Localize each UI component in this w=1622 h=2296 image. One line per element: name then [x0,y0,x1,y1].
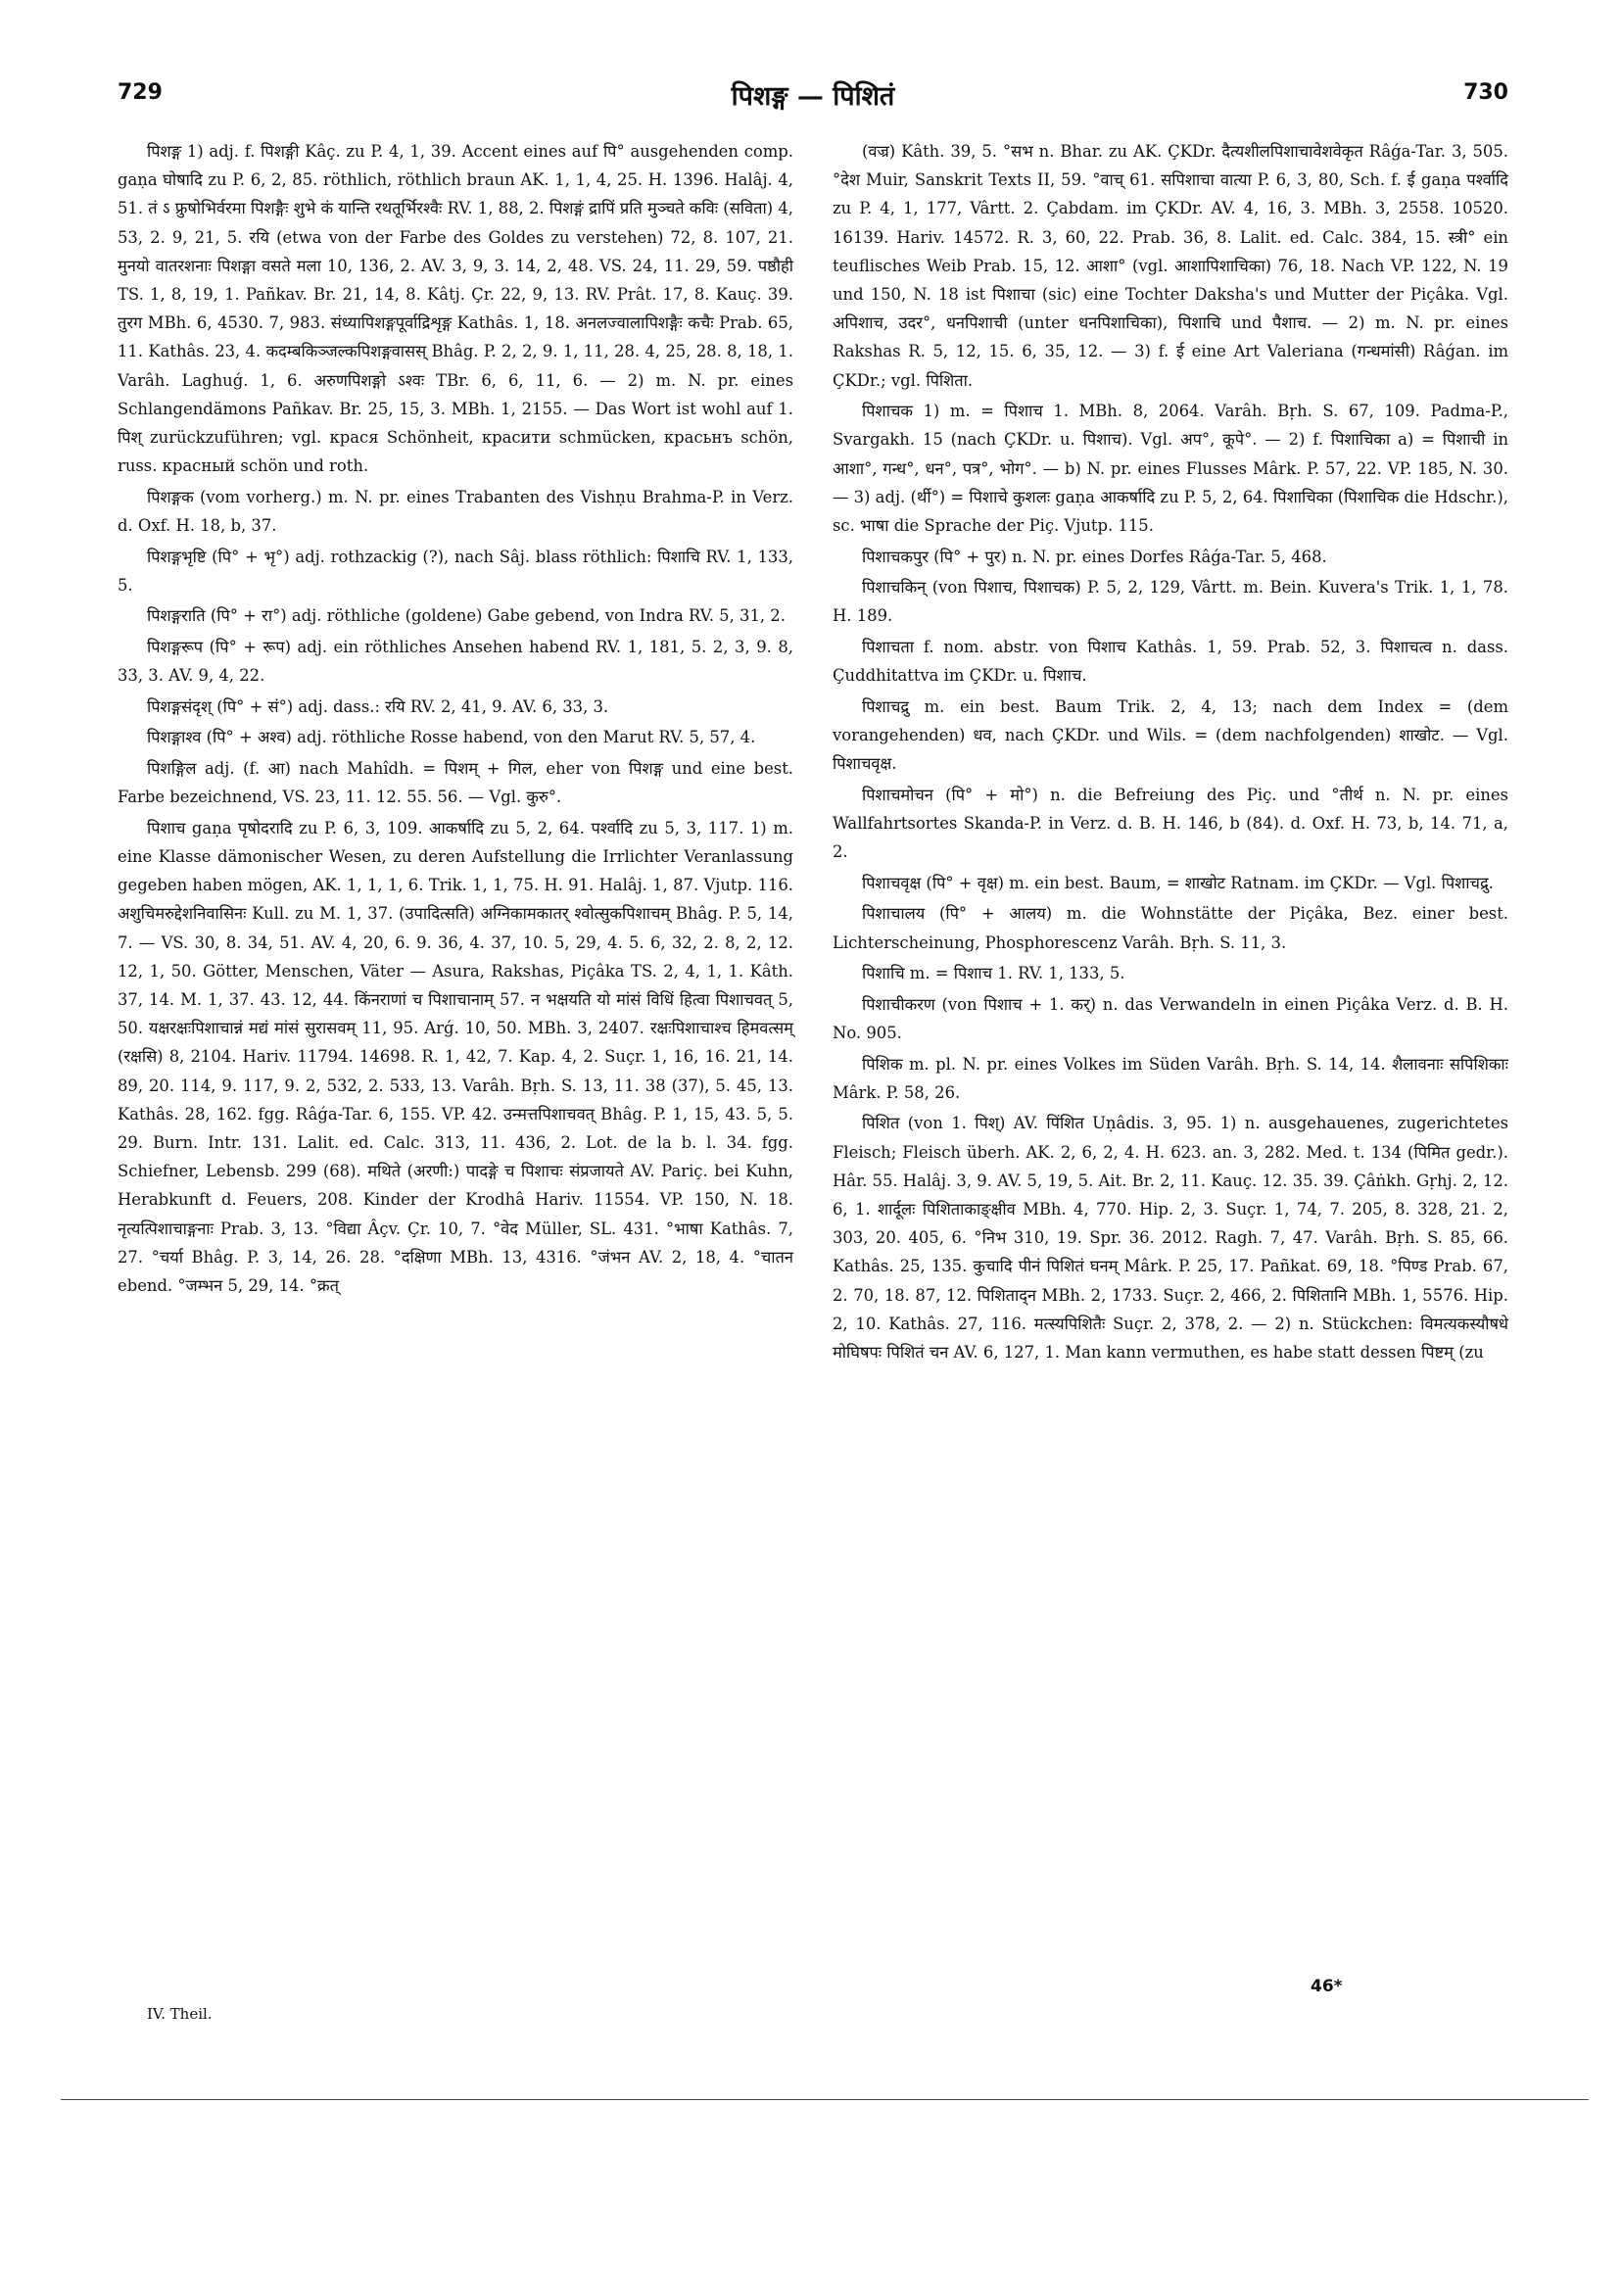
dictionary-entry: पिशङ्गाश्व (पि° + अश्व) adj. röthliche Rosse habend, von den Marut RV. 5, 57, 4. [147,728,756,747]
page-number-left: 729 [118,80,163,105]
dictionary-entry: पिशङ्गसंदृश् (पि° + सं°) adj. dass.: रयि RV. 2, 41, 9. AV. 6, 33, 3. [147,696,609,716]
volume-signature: IV. Theil. [147,2005,213,2023]
dictionary-entry: पिशङ्गक (vom vorherg.) m. N. pr. eines Trabanten des Vishṇu Brahma-P. in Verz. d. Oxf. H. 18, b, 37. [118,487,793,536]
dictionary-entry: पिशङ्गिल adj. (f. आ) nach Mahîdh. = पिशम् + गिल, eher von पिशङ्ग und eine best. Farbe bezeichnend, VS. 23, 11. 12. 55. 56. — Vgl. कुरु°. [118,759,793,807]
dictionary-entry: पिशाचमोचन (पि° + मो°) n. die Befreiung des Piç. und °तीर्थ n. N. pr. eines Wallfahrtsortes Skanda-P. in Verz. d. B. H. 146, b (84). d. Oxf. H. 73, b, 14. 71, a, 2. [833,785,1508,862]
dictionary-entry: पिशाचक 1) m. = पिशाच 1. MBh. 8, 2064. Varâh. Bṛh. S. 67, 109. Padma-P., Svargakh. 15 (nach ÇKDr. u. पिशाच). Vgl. अप°, कूपे°. — 2) f. पिशाचिका a) = पिशाची in आशा°, गन्ध°, धन°, पत्र°, भोग°. — b) N. pr. eines Flusses Mârk. P. 57, 22. VP. 185, N. 30. — 3) adj. (र्थी°) = पिशाचे कुशलः gaṇa आकर्षादि zu P. 5, 2, 64. पिशाचिका (पिशाचिक die Hdschr.), sc. भाषा die Sprache der Piç. Vjutp. 115. [833,402,1508,536]
running-title: पिशङ्ग — पिशितं [731,81,895,112]
dictionary-entry: पिशाचि m. = पिशाच 1. RV. 1, 133, 5. [862,964,1125,983]
dictionary-entry: पिशिक m. pl. N. pr. eines Volkes im Süden Varâh. Bṛh. S. 14, 14. शैलावनाः सपिशिकाः Mârk. P. 58, 26. [833,1054,1508,1102]
page-number-right: 730 [1463,80,1508,105]
dictionary-entry: पिशित (von 1. पिश्) AV. पिंशित Uṇâdis. 3, 95. 1) n. ausgehauenes, zugerichtetes Fleisch; Fleisch überh. AK. 2, 6, 2, 4. H. 623. an. 3, 282. Med. t. 134 (पिमित gedr.). Hâr. 55. Halâj. 3, 9. AV. 5, 19, 5. Ait. Br. 2, 11. Kauç. 12. 35. 39. Çâṅkh. Gṛhj. 2, 12. 6, 1. शार्दूलः पिशिताकाङ्क्षीव MBh. 4, 770. Hip. 2, 3. Suçr. 1, 74, 7. 205, 8. 328, 21. 2, 303, 20. 405, 6. °निभ 310, 19. Spr. 36. 2012. Ragh. 7, 47. Varâh. Bṛh. S. 85, 66. Kathâs. 25, 135. कुचादि पीनं पिशितं घनम् Mârk. P. 25, 17. Pañkat. 69, 18. °पिण्ड Prab. 67, 2. 70, 18. 87, 12. पिशिताद्न MBh. 2, 1733. Suçr. 2, 466, 2. पिशितानि MBh. 1, 5576. Hip. 2, 10. Kathâs. 27, 116. मत्स्यपिशितैः Suçr. 2, 378, 2. — 2) n. Stückchen: विमत्यकस्यौषधे मोघिषपः पिशितं चन AV. 6, 127, 1. Man kann vermuthen, es habe statt dessen पिष्टम् (zu [833,1114,1508,1363]
dictionary-entry: पिशाचालय (पि° + आलय) m. die Wohnstätte der Piçâka, Bez. einer best. Lichterscheinung, Phosphorescenz Varâh. Bṛh. S. 11, 3. [833,904,1508,952]
dictionary-entry: पिशाचकपुर (पि° + पुर) n. N. pr. eines Dorfes Râǵa-Tar. 5, 468. [862,547,1327,566]
page-header [118,76,1508,125]
dictionary-entry: पिशाच gaṇa पृषोदरादि zu P. 6, 3, 109. आकर्षादि zu 5, 2, 64. पर्श्वादि zu 5, 3, 117. 1) m. eine Klasse dämonischer Wesen, zu deren Aufstellung die Irrlichter Veranlassung gegeben haben mögen, AK. 1, 1, 1, 6. Trik. 1, 1, 75. H. 91. Halâj. 1, 87. Vjutp. 116. अशुचिमरुद्देशनिवासिनः Kull. zu M. 1, 37. (उपादित्सति) अग्निकामकातर् श्वोत्सुकपिशाचम् Bhâg. P. 5, 14, 7. — VS. 30, 8. 34, 51. AV. 4, 20, 6. 9. 36, 4. 37, 10. 5, 29, 4. 5. 6, 32, 2. 8, 2, 12. 12, 1, 50. Götter, Menschen, Väter — Asura, Rakshas, Piçâka TS. 2, 4, 1, 1. Kâth. 37, 14. M. 1, 37. 43. 12, 44. किंनराणां च पिशाचानाम् 57. न भक्षयति यो मांसं विधिं हित्वा पिशाचवत् 5, 50. यक्षरक्षःपिशाचान्नं मद्यं मांसं सुरासवम् 11, 95. Arǵ. 10, 50. MBh. 3, 2407. रक्षःपिशाचाश्च हिमवत्सम् (रक्षसि) 8, 2104. Hariv. 11794. 14698. R. 1, 42, 7. Kap. 4, 2. Suçr. 1, 16, 16. 21, 14. 89, 20. 114, 9. 117, 9. 2, 532, 2. 533, 13. Varâh. Bṛh. S. 13, 11. 38 (37), 5. 45, 13. Kathâs. 28, 162. fgg. Râǵa-Tar. 6, 155. VP. 42. उन्मत्तपिशाचवत् Bhâg. P. 1, 15, 43. 5, 5. 29. Burn. Intr. 131. Lalit. ed. Calc. 313, 11. 436, 2. Lot. de la b. l. 34. fgg. Schiefner, Lebensb. 299 (68). मथिते (अरणी:) पादङ्गे च पिशाचः संप्रजायते AV. Pariç. bei Kuhn, Herabkunft d. Feuers, 208. Kinder der Krodhâ Hariv. 11554. VP. 150, N. 18. नृत्यत्पिशाचाङ्गनाः Prab. 3, 13. °विद्या Âçv. Çr. 10, 7. °वेद Müller, SL. 431. °भाषा Kathâs. 7, 27. °चर्या Bhâg. P. 3, 14, 26. 28. °दक्षिणा MBh. 13, 4316. °जंभन AV. 2, 18, 4. °चातन ebend. °जम्भन 5, 29, 14. °क्रत् [118,818,793,1296]
dictionary-entry: पिशङ्गरूप (पि° + रूप) adj. ein röthliches Ansehen habend RV. 1, 181, 5. 2, 3, 9. 8, 33, 3. AV. 9, 4, 22. [118,638,793,686]
left-column [118,137,793,1303]
dictionary-entry: पिशाचकिन् (von पिशाच, पिशाचक) P. 5, 2, 129, Vârtt. m. Bein. Kuvera's Trik. 1, 1, 78. H. 189. [833,578,1508,626]
dictionary-entry: पिशाचद्रु m. ein best. Baum Trik. 2, 4, 13; nach dem Index = (dem vorangehenden) धव, nach ÇKDr. und Wils. = (dem nachfolgenden) शाखोट. — Vgl. पिशाचवृक्ष. [833,696,1508,774]
dictionary-entry: पिशङ्गराति (पि° + रा°) adj. röthliche (goldene) Gabe gebend, von Indra RV. 5, 31, 2. [147,606,786,626]
dictionary-entry: पिशाचता f. nom. abstr. von पिशाच Kathâs. 1, 59. Prab. 52, 3. पिशाचत्व n. dass. Çuddhitattva im ÇKDr. u. पिशाच. [833,638,1508,686]
right-column [833,137,1508,1369]
dictionary-entry: पिशाचवृक्ष (पि° + वृक्ष) m. ein best. Baum, = शाखोट Ratnam. im ÇKDr. — Vgl. पिशाचद्रु. [862,873,1494,892]
dictionary-entry: पिशङ्गभृष्टि (पि° + भृ°) adj. rothzackig (?), nach Sâj. blass röthlich: पिशाचि RV. 1, 133, 5. [118,547,793,595]
dictionary-entry: पिशङ्ग 1) adj. f. पिशङ्गी Kâç. zu P. 4, 1, 39. Accent eines auf पि° ausgehenden comp. gaṇa घोषादि zu P. 6, 2, 85. röthlich, röthlich braun AK. 1, 1, 4, 25. H. 1396. Halâj. 4, 51. तं ऽ फ्रुषोभिर्वरमा पिशङ्गैः शुभे कं यान्ति रथतूर्भिरश्वैः RV. 1, 88, 2. पिशङ्गं द्रापिं प्रति मुञ्चते कविः (सविता) 4, 53, 2. 9, 21, 5. रयि (etwa von der Farbe des Goldes zu verstehen) 72, 8. 107, 21. मुनयो वातरशनाः पिशङ्गा वसते मला 10, 136, 2. AV. 3, 9, 3. 14, 2, 48. VS. 24, 11. 29, 59. पष्ठौही TS. 1, 8, 19, 1. Pañkav. Br. 21, 14, 8. Kâtj. Çr. 22, 9, 13. RV. Prât. 17, 8. Kauç. 39. तुरग MBh. 6, 4530. 7, 983. संध्यापिशङ्गपूर्वाद्रिशृङ्ग Kathâs. 1, 18. अनलज्वालापिशङ्गैः कचैः Prab. 65, 11. Kathâs. 23, 4. कदम्बकिञ्जल्कपिशङ्गवासस् Bhâg. P. 2, 2, 9. 1, 11, 28. 4, 25, 28. 8, 18, 1. Varâh. Laghuǵ. 1, 6. अरुणपिशङ्गो ऽश्वः TBr. 6, 6, 11, 6. — 2) m. N. pr. eines Schlangendämons Pañkav. Br. 25, 15, 3. MBh. 1, 2155. — Das Wort ist wohl auf 1. पिश् zurückzuführen; vgl. крася Schönheit, красити schmücken, красьнъ schön, russ. красный schön und roth. [118,142,793,476]
dictionary-entry: (वज्र) Kâth. 39, 5. °सभ n. Bhar. zu AK. ÇKDr. दैत्यशीलपिशाचावेशवेकृत Râǵa-Tar. 3, 505. °देश Muir, Sanskrit Texts II, 59. °वाच् 61. सपिशाचा वात्या P. 6, 3, 80, Sch. f. ई gaṇa पर्श्वादि zu P. 4, 1, 177, Vârtt. 2. Çabdam. im ÇKDr. AV. 4, 16, 3. MBh. 3, 2558. 10520. 16139. Hariv. 14572. R. 3, 60, 22. Prab. 36, 8. Lalit. ed. Calc. 384, 15. स्त्री° ein teuflisches Weib Prab. 15, 12. आशा° (vgl. आशापिशाचिका) 76, 18. Nach VP. 122, N. 19 und 150, N. 18 ist पिशाचा (sic) eine Tochter Daksha's und Mutter der Piçâka. Vgl. अपिशाच, उदर°, धनपिशाची (unter धनपिशाचिका), पिशाचि und पैशाच. — 2) m. N. pr. eines Rakshas R. 5, 12, 15. 6, 35, 12. — 3) f. ई eine Art Valeriana (गन्धमांसी) Râǵan. im ÇKDr.; vgl. पिशिता. [833,142,1508,390]
bottom-rule [61,2099,1589,2100]
sheet-signature: 46* [1311,1977,1343,1996]
dictionary-entry: पिशाचीकरण (von पिशाच + 1. कर्) n. das Verwandeln in einen Piçâka Verz. d. B. H. No. 905. [833,994,1508,1042]
